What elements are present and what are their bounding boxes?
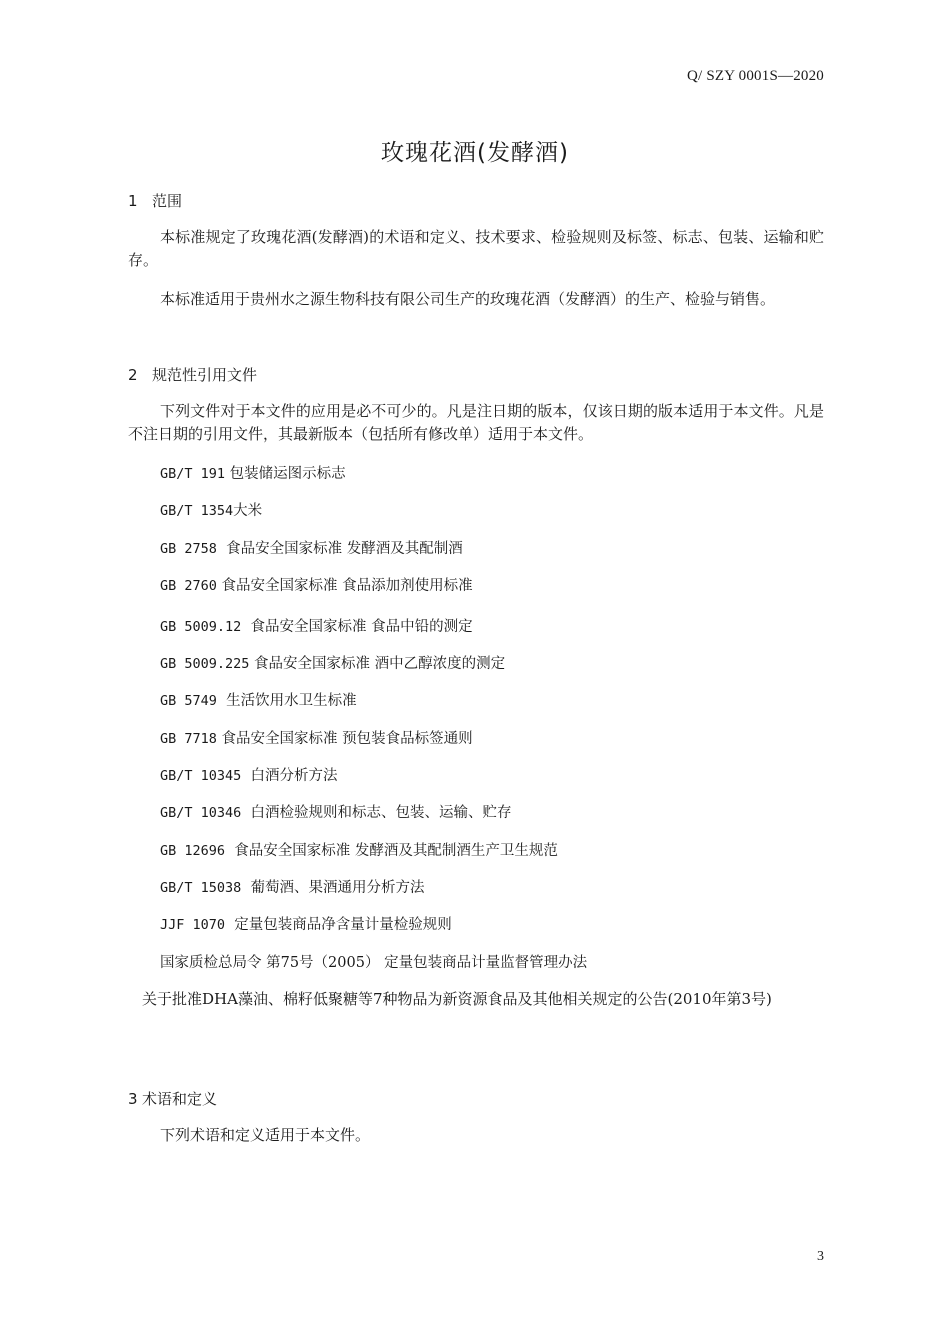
reference-title: 食品安全国家标准 酒中乙醇浓度的测定 (249, 656, 506, 672)
reference-code: GB 5009.225 (160, 656, 250, 672)
reference-item (160, 764, 338, 785)
section-3-intro: 下列术语和定义适用于本文件。 (160, 1126, 371, 1144)
reference-code: GB/T 10345 (160, 768, 242, 784)
section-title: 规范性引用文件 (152, 366, 258, 384)
reference-title: 食品安全国家标准 食品添加剂使用标准 (216, 578, 473, 594)
reference-title: 食品安全国家标准 发酵酒及其配制酒生产卫生规范 (225, 843, 558, 859)
reference-item (160, 801, 512, 822)
reference-code: GB/T 10346 (160, 805, 242, 821)
reference-item (160, 499, 262, 520)
section-1-heading (128, 190, 182, 211)
reference-title: 食品安全国家标准 预包装食品标签通则 (216, 731, 473, 747)
section-3-heading (128, 1088, 217, 1109)
reference-item (160, 462, 346, 483)
section-2-announcement: 关于批准DHA藻油、棉籽低聚糖等7种物品为新资源食品及其他相关规定的公告(2010年第3号) (142, 990, 772, 1008)
reference-item (160, 652, 505, 673)
reference-code: GB 5009.12 (160, 619, 242, 635)
section-title: 术语和定义 (142, 1090, 218, 1108)
reference-title: 葡萄酒、果酒通用分析方法 (241, 880, 425, 896)
reference-title: 包装储运图示标志 (225, 466, 346, 482)
section-2-heading (128, 364, 257, 385)
reference-title: 大米 (233, 503, 263, 519)
document-title: 玫瑰花酒(发酵酒) (381, 140, 569, 166)
reference-item (160, 689, 357, 710)
section-title: 范围 (152, 192, 183, 210)
reference-title: 食品安全国家标准 食品中铅的测定 (241, 619, 473, 635)
reference-item (160, 839, 558, 860)
reference-title: 生活饮用水卫生标准 (216, 693, 357, 709)
reference-code: GB 2760 (160, 578, 217, 594)
reference-item (160, 615, 473, 636)
reference-code: GB 2758 (160, 541, 217, 557)
reference-title: 国家质检总局令 第75号（2005） 定量包装商品计量监督管理办法 (160, 955, 588, 971)
document-code: Q/ SZY 0001S—2020 (686, 68, 824, 84)
reference-item (160, 727, 473, 748)
section-2-intro: 下列文件对于本文件的应用是必不可少的。凡是注日期的版本，仅该日期的版本适用于本文件。凡是不注日期的引用文件，其最新版本（包括所有修改单）适用于本文件。 (128, 402, 824, 443)
reference-title: 定量包装商品净含量计量检验规则 (225, 917, 452, 933)
reference-item (160, 537, 463, 558)
section-1-paragraph-1: 本标准规定了玫瑰花酒(发酵酒)的术语和定义、技术要求、检验规则及标签、标志、包装、运输和贮存。 (128, 228, 824, 269)
section-1-paragraph-2: 本标准适用于贵州水之源生物科技有限公司生产的玫瑰花酒（发酵酒）的生产、检验与销售。 (160, 290, 776, 308)
reference-code: GB 12696 (160, 843, 226, 859)
reference-code: JJF 1070 (160, 917, 226, 933)
reference-code: GB 5749 (160, 693, 217, 709)
section-number: 2 (128, 366, 138, 384)
reference-code: GB/T 191 (160, 466, 226, 482)
page-number: 3 (817, 1249, 824, 1264)
reference-item (160, 913, 452, 934)
reference-title: 白酒分析方法 (241, 768, 338, 784)
reference-code: GB 7718 (160, 731, 217, 747)
reference-item (160, 876, 425, 897)
reference-title: 食品安全国家标准 发酵酒及其配制酒 (216, 541, 463, 557)
reference-title: 白酒检验规则和标志、包装、运输、贮存 (241, 805, 512, 821)
section-number: 3 (128, 1090, 138, 1108)
reference-item (160, 574, 473, 595)
reference-code: GB/T 15038 (160, 880, 242, 896)
reference-code: GB/T 1354 (160, 503, 234, 519)
reference-item (160, 951, 587, 972)
section-number: 1 (128, 192, 138, 210)
